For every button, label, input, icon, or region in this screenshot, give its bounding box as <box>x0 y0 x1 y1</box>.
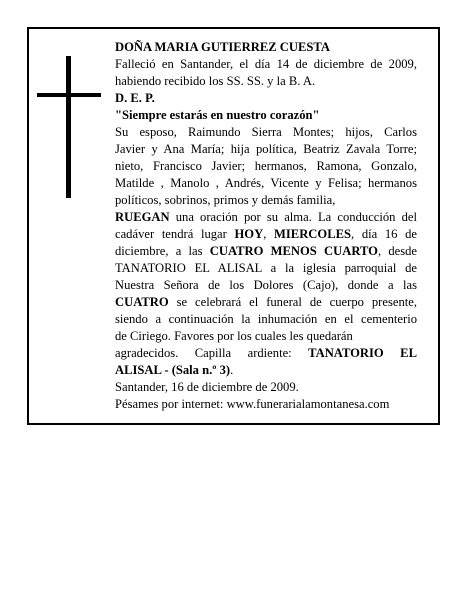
obituary-text <box>115 39 417 413</box>
ceremony-line-2: diciembre, a las CUATRO MENOS CUARTO, desde <box>115 244 417 258</box>
family-line-2: Javier y Ana María; hija política, Beatriz Zavala Torre; <box>115 142 417 156</box>
deceased-name: DOÑA MARIA GUTIERREZ CUESTA <box>115 40 330 54</box>
cross-icon <box>66 56 71 198</box>
cross-icon-bar <box>37 93 101 97</box>
ruegan-line: RUEGAN una oración por su alma. La conducción del <box>115 210 417 224</box>
place-date-line: Santander, 16 de diciembre de 2009. <box>115 380 299 394</box>
dep-line: D. E. P. <box>115 91 155 105</box>
family-line-4: Matilde , Manolo , Andrés, Vicente y Felisa; hermanos <box>115 176 417 190</box>
family-line-5: políticos, sobrinos, primos y demás familia, <box>115 193 336 207</box>
ceremony-line-7: de Ciriego. Favores por los cuales les quedarán <box>115 329 353 343</box>
condolences-line: Pésames por internet: www.funerarialamontanesa.com <box>115 397 390 411</box>
death-line: Falleció en Santander, el día 14 de diciembre de 2009, <box>115 57 417 71</box>
ceremony-line-3: TANATORIO EL ALISAL a la iglesia parroquial de <box>115 261 417 275</box>
family-line-1: Su esposo, Raimundo Sierra Montes; hijos, Carlos <box>115 125 417 139</box>
family-line-3: nieto, Francisco Javier; hermanos, Ramona, Gonzalo, <box>115 159 417 173</box>
chapel-line: agradecidos. Capilla ardiente: TANATORIO EL <box>115 346 417 360</box>
ceremony-line-5: CUATRO se celebrará el funeral de cuerpo presente, <box>115 295 417 309</box>
ceremony-line-1: cadáver tendrá lugar HOY, MIERCOLES, día 16 de <box>115 227 418 241</box>
quote-line: "Siempre estarás en nuestro corazón" <box>115 108 320 122</box>
ceremony-line-6: siendo a continuación la inhumación en el cementerio <box>115 312 417 326</box>
chapel-line-2: ALISAL - (Sala n.º 3). <box>115 363 234 377</box>
ceremony-line-4: Nuestra Señora de los Dolores (Cajo), donde a las <box>115 278 417 292</box>
sacraments-line: habiendo recibido los SS. SS. y la B. A. <box>115 74 316 88</box>
